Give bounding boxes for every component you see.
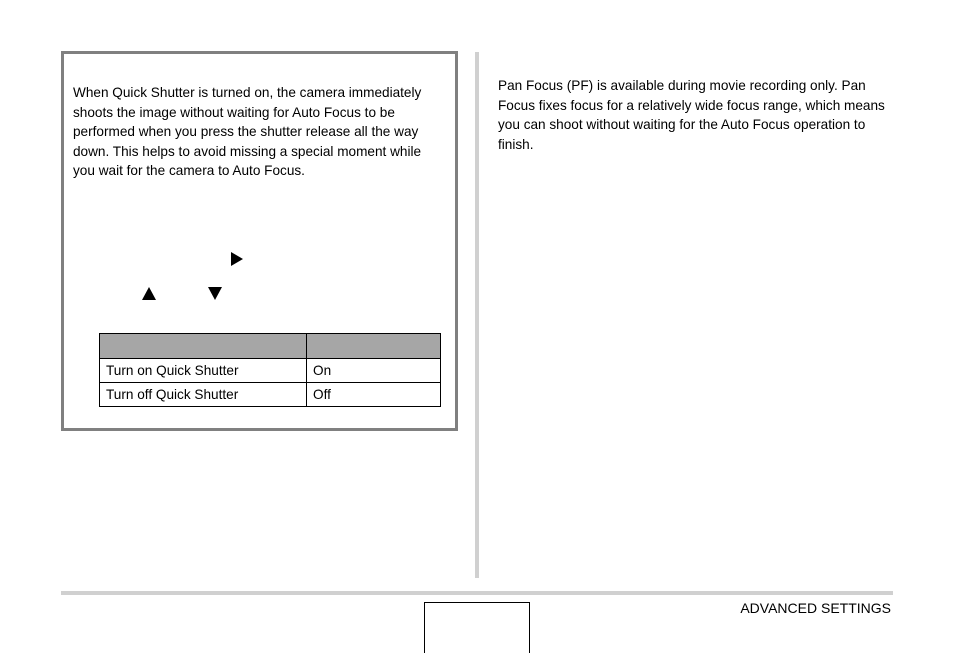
footer-rule [61, 591, 893, 595]
table-cell: Turn on Quick Shutter [100, 359, 307, 383]
table-cell: Turn off Quick Shutter [100, 383, 307, 407]
table-cell: On [307, 359, 441, 383]
right-triangle-icon [231, 252, 243, 266]
table-header-cell [100, 334, 307, 359]
quick-shutter-description: When Quick Shutter is turned on, the camera immediately shoots the image without waiting for Auto Focus to be performed when you press the shutter release all the way down. This helps to avoid missing a special moment while you wait for the camera to Auto Focus. [73, 85, 422, 179]
table-row [100, 359, 441, 383]
table-row [100, 383, 441, 407]
table-header-cell [307, 334, 441, 359]
table-cell: Off [307, 383, 441, 407]
up-triangle-icon [142, 287, 156, 300]
column-divider [475, 52, 479, 578]
quick-shutter-settings-table [99, 333, 441, 407]
pan-focus-description: Pan Focus (PF) is available during movie recording only. Pan Focus fixes focus for a relatively wide focus range, which means you can shoot without waiting for the Auto Focus operation to finish. [498, 78, 885, 152]
page-number-box [424, 602, 530, 653]
section-title: ADVANCED SETTINGS [740, 600, 891, 616]
down-triangle-icon [208, 287, 222, 300]
table-header-row [100, 334, 441, 359]
